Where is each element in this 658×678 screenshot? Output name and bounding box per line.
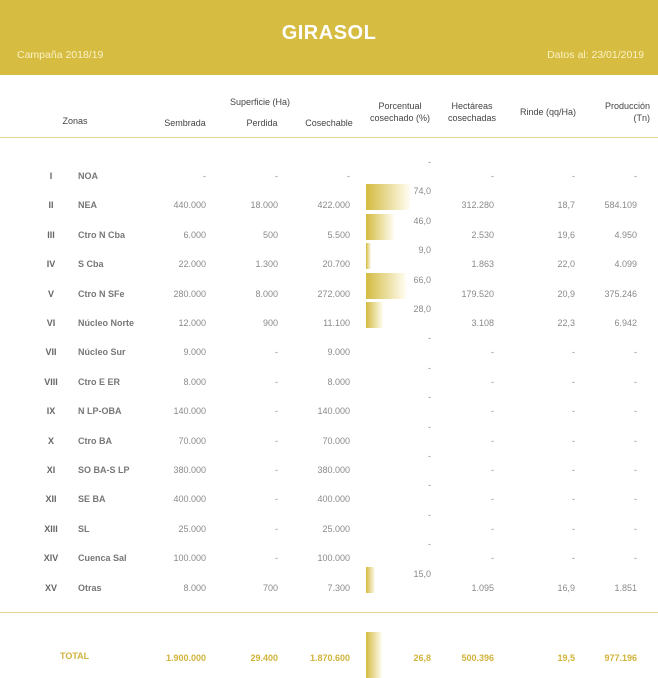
produccion-value: 6.942 [614,318,637,328]
hectareas-value: 1.095 [471,582,494,593]
zone-name: SO BA-S LP [78,465,130,475]
rinde-value: - [572,494,575,505]
hectareas-value: - [491,406,494,417]
perdida-value: - [275,465,278,475]
col-hectareas-line2: cosechadas [447,113,497,123]
rinde-value: - [572,435,575,446]
cosechable-value: 9.000 [327,347,350,358]
row-number: XIV [43,553,59,564]
total-divider [0,612,658,613]
table-row [0,333,658,365]
hectareas-value: - [491,347,494,358]
col-perdida: Perdida [246,118,278,128]
total-pct-bar [366,632,382,678]
sembrada-value: 280.000 [173,288,206,299]
hectareas-value: 179.520 [461,288,494,299]
rinde-value: 16,9 [557,582,575,593]
perdida-value: - [275,406,278,417]
sembrada-value: 140.000 [173,406,206,417]
perdida-value: 18.000 [250,200,278,211]
row-number: IX [46,406,56,417]
cosechable-value: 400.000 [317,494,350,505]
col-produccion-line2: (Tn) [633,113,650,123]
total-hectareas: 500.396 [461,653,494,663]
pct-value: - [428,157,431,167]
produccion-value: - [634,523,637,534]
total-pct: 26,8 [413,653,431,663]
pct-value: 9,0 [418,245,431,256]
col-produccion [590,100,650,124]
perdida-value: 1.300 [255,259,278,270]
pct-value: - [428,509,431,520]
table-row [0,451,658,483]
table-row [0,539,658,571]
total-sembrada: 1.900.000 [165,653,206,663]
produccion-value: - [634,171,637,181]
sembrada-value: 380.000 [173,465,206,475]
perdida-value: 700 [262,582,278,593]
col-superficie: Superficie (Ha) [229,97,291,107]
row-number: XV [44,582,57,593]
pct-bar [366,243,371,269]
produccion-value: - [634,376,637,387]
data-date: Datos al: 23/01/2019 [547,49,644,61]
row-number: XII [45,494,57,505]
table-row [0,215,658,248]
table-row [0,568,658,601]
table-row [0,186,658,218]
zone-name: Otras [78,582,102,593]
sembrada-value: 8.000 [183,582,206,593]
total-perdida: 29.400 [250,653,278,663]
sembrada-value: 100.000 [173,553,206,564]
sembrada-value: 440.000 [173,200,206,211]
sembrada-value: 12.000 [178,318,206,328]
hectareas-value: 2.530 [471,229,494,240]
col-porcentual-line2: cosechado (%) [369,113,431,123]
rinde-value: 19,6 [557,229,575,240]
pct-value: - [428,421,431,432]
cosechable-value: 5.500 [327,229,350,240]
produccion-value: 1.851 [614,582,637,593]
rinde-value: 18,7 [557,200,575,211]
sembrada-value: 8.000 [183,376,206,387]
hectareas-value: - [491,376,494,387]
pct-value: 15,0 [413,568,431,579]
cosechable-value: 422.000 [317,200,350,211]
zone-name: N LP-OBA [78,406,122,417]
cosechable-value: 25.000 [322,523,350,534]
cosechable-value: 140.000 [317,406,350,417]
produccion-value: - [634,494,637,505]
header-divider [0,137,658,138]
hectareas-value: - [491,171,494,181]
sembrada-value: 400.000 [173,494,206,505]
total-row [0,630,658,678]
rinde-value: 22,3 [557,318,575,328]
row-number: XIII [44,523,58,534]
sembrada-value: 9.000 [183,347,206,358]
table-row [0,362,658,395]
total-produccion: 977.196 [604,653,637,663]
perdida-value: 500 [262,229,278,240]
produccion-value: 4.950 [614,229,637,240]
table-row [0,421,658,454]
zone-name: SE BA [78,494,106,505]
cosechable-value: 100.000 [317,553,350,564]
col-rinde: Rinde (qq/Ha) [519,107,577,117]
perdida-value: - [275,171,278,181]
perdida-value: - [275,347,278,358]
perdida-value: - [275,376,278,387]
rinde-value: - [572,523,575,534]
pct-value: 66,0 [413,274,431,285]
hectareas-value: - [491,523,494,534]
cosechable-value: 8.000 [327,376,350,387]
zone-name: Ctro N Cba [78,229,125,240]
col-zonas: Zonas [62,116,88,126]
pct-value: - [428,362,431,373]
pct-value: - [428,539,431,550]
total-rinde: 19,5 [557,653,575,663]
sembrada-value: 25.000 [178,523,206,534]
rinde-value: 22,0 [557,259,575,270]
cosechable-value: 11.100 [323,318,350,328]
zone-name: Ctro E ER [78,376,121,387]
col-produccion-line1: Producción [604,101,650,111]
campaign-label: Campaña 2018/19 [17,49,104,61]
header-banner [0,0,658,75]
col-sembrada: Sembrada [164,118,206,128]
table-row [0,480,658,512]
row-number: I [49,171,53,181]
hectareas-value: - [491,494,494,505]
hectareas-value: - [491,553,494,564]
rinde-value: - [572,347,575,358]
produccion-value: - [634,435,637,446]
table-row [0,157,658,189]
total-label: TOTAL [60,651,90,661]
perdida-value: 900 [262,318,278,328]
produccion-value: 375.246 [604,288,637,299]
hectareas-value: 312.280 [461,200,494,211]
pct-value: 46,0 [413,215,431,226]
hectareas-value: - [491,465,494,475]
row-number: IV [46,259,56,270]
total-cosechable: 1.870.600 [309,653,350,663]
zone-name: Ctro BA [78,435,112,446]
rinde-value: - [572,171,575,181]
rinde-value: - [572,376,575,387]
hectareas-value: 3.108 [471,318,494,328]
col-porcentual [362,100,438,124]
zone-name: Núcleo Norte [78,318,135,328]
pct-value: 74,0 [413,186,431,197]
rinde-value: 20,9 [557,288,575,299]
cosechable-value: 70.000 [322,435,350,446]
table-row [0,392,658,424]
row-number: VI [46,318,56,328]
pct-value: - [428,451,431,461]
rinde-value: - [572,406,575,417]
perdida-value: - [275,523,278,534]
zone-name: NOA [78,171,98,181]
pct-bar [366,567,375,593]
zone-name: SL [78,523,90,534]
zone-name: Cuenca Sal [78,553,127,564]
col-porcentual-line1: Porcentual [378,101,422,111]
pct-bar [366,214,394,240]
row-number: VIII [44,376,58,387]
row-number: X [47,435,54,446]
row-number: VII [45,347,57,358]
pct-value: 28,0 [413,304,431,314]
row-number: III [47,229,55,240]
rinde-value: - [572,465,575,475]
zone-name: S Cba [78,259,104,270]
perdida-value: - [275,435,278,446]
perdida-value: - [275,494,278,505]
cosechable-value: - [347,171,350,181]
cosechable-value: 20.700 [322,259,350,270]
cosechable-value: 272.000 [317,288,350,299]
col-hectareas [440,100,504,124]
table-row [0,509,658,542]
row-number: V [47,288,54,299]
col-hectareas-line1: Hectáreas [451,101,493,111]
row-number: II [48,200,54,211]
pct-value: - [428,480,431,491]
sembrada-value: 6.000 [183,229,206,240]
perdida-value: - [275,553,278,564]
produccion-value: 584.109 [604,200,637,211]
zone-name: NEA [78,200,98,211]
produccion-value: - [634,465,637,475]
row-number: XI [46,465,56,475]
sembrada-value: 70.000 [178,435,206,446]
table-row [0,304,658,336]
sembrada-value: 22.000 [178,259,206,270]
produccion-value: - [634,347,637,358]
pct-value: - [428,333,431,344]
table-row [0,274,658,307]
produccion-value: - [634,406,637,417]
zone-name: Ctro N SFe [78,288,125,299]
hectareas-value: - [491,435,494,446]
col-cosechable: Cosechable [305,118,353,128]
pct-value: - [428,392,431,403]
rinde-value: - [572,553,575,564]
sembrada-value: - [203,171,206,181]
produccion-value: - [634,553,637,564]
pct-bar [366,302,383,328]
table-row [0,245,658,277]
produccion-value: 4.099 [614,259,637,270]
page-title: GIRASOL [281,22,377,44]
cosechable-value: 7.300 [327,582,350,593]
zone-name: Núcleo Sur [78,347,126,358]
cosechable-value: 380.000 [317,465,350,475]
perdida-value: 8.000 [255,288,278,299]
hectareas-value: 1.863 [471,259,494,270]
